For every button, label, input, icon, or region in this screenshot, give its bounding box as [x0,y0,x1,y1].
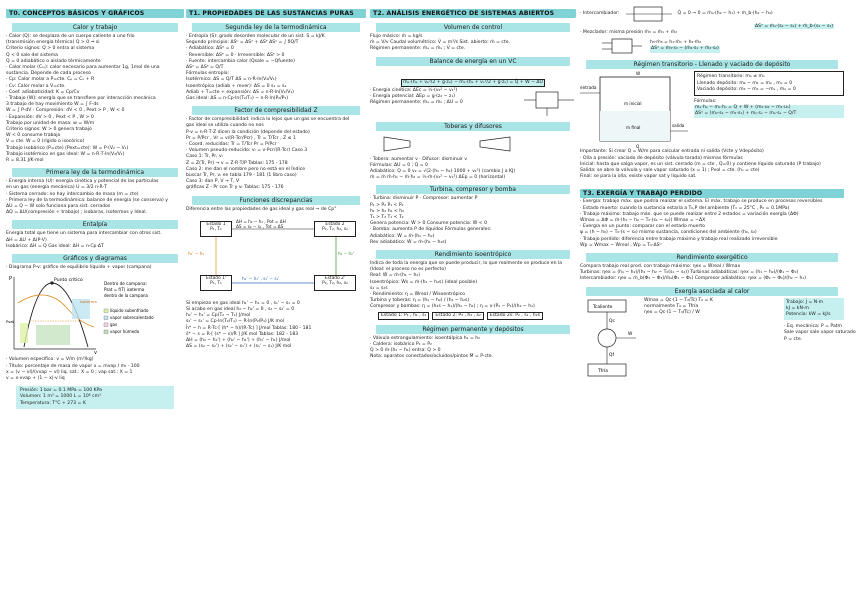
segunda-line: Isoentrópico (adiab + rever): ΔS = 0 s₁ = s₂ [186,83,287,89]
factor-line: Z = Z(Tr, Pr) → v = Z·R·T/P Tablas: 175 - 178 [186,160,288,166]
control-volume-sketch [522,88,576,118]
funciones-more-line: s̄* − s = R·[ (s* − s)/R ] J/K mol Tablas: 182 - 183 [186,331,299,337]
subsection-factor-z: Factor de compresibilidad Z [192,106,360,115]
rend-ex-lines [580,264,844,283]
discrep-bottom: h₂' − h₁' , s₂' − s₁' [242,275,280,281]
tank-q: Q [636,144,640,150]
subsection-turbina: Turbina, compresor y bomba [376,185,570,194]
legend-gas: gas [110,322,118,328]
valv-line: · Caldera: isobárico P₁ = P₂ [370,341,432,347]
calor-line: · Expansión: dV > 0 , Pext < P , W > 0 [6,114,94,120]
toberas-lines [370,157,576,182]
tank-mfinal: m final [626,125,641,131]
subsection-primera-ley: Primera ley de la termodinámica [12,168,178,177]
subsection-entalpia: Entalpía [12,220,178,229]
calor-line: (transmisión energía térmica) Q > 0 ⇒ si [6,40,100,46]
calor-box-line: Trabajo: J = N·m [786,299,824,305]
funciones-more-line: ΔH = (h₂ − h₂') + (h₂' − h₁') + (h₁' − h₁) J/mol [186,338,291,344]
subsection-rendimiento: Rendimiento isoentrópico [376,250,570,259]
tfria-label: Tfría [598,368,608,374]
calor-line: V = cte. W = 0 (rígido o isocórico) [6,139,85,145]
segunda-line: · Adiabático: ΔSᵉ = 0 [186,46,234,52]
subsection-regimen: Régimen permanente y depósitos [376,325,570,334]
section-title-t1: T1. PROPIEDADES DE LAS SUSTANCIAS PURAS [186,9,366,18]
entalpia-lines [6,231,184,250]
pv-diagram [6,273,184,355]
turbina-line: T₁ > T₂ T₁ < T₂ [370,215,404,221]
graficos-line: · Diagrama P-v: gráfico de equilibrio líquido + vapor (campana) [6,265,152,271]
discrep-left: h₁' − h₁ [188,250,204,256]
rend-state-box: Estado 2: P₂ , h₂ , s₂ [432,312,483,320]
exergia-line: Ẇmax = ΔΦ = ṁ·(h₁ − h₂ − T₀·(s₁ − s₂)) Ẇmax = −ΔX [580,218,706,224]
funciones-more-line: Si empiezo en gas ideal h₁' − h₁ = 0 , s₁' − s₁ = 0 [186,300,300,306]
calor-line: 3 trabajo de hay movimiento W = ∫ F·ds [6,102,99,108]
toberas-line: Fórmulas: ΔU = 0 ; Q = 0 [370,162,428,168]
calor-line: · Calor (Q): se desplaza de un cuerpo caliente a uno frío [6,34,135,39]
segunda-lines [186,34,366,102]
segunda-line: ΔSᵘ = ΔSᵉ = Q/T [186,65,224,71]
calor-line: · Trabajo (W): energía que se transfiere por interacción mecánica [6,96,156,102]
calor-line: Trabajo por unidad de masa: w = W/m [6,120,95,126]
heat-exchanger-sketch [624,4,674,24]
vol-lines [370,34,576,53]
trans-line: · Olla a presión: vaciado de depósito (válvula tarada) mismas fórmulas [580,155,743,161]
transitorio-box-line: Vaciado depósito: m₂ − m₁ = −mₛ , mₑ = 0 [697,86,796,92]
units-work-box [784,298,844,321]
calor-line: W = ∫ P·dV · Compresión: dV < 0 , Pext > P , W < 0 [6,108,125,114]
funciones-more-line: h̄* − h = R·Tc·[ (h* − h)/(R·Tc) ] J/mol Tablas: 180 - 181 [186,325,312,331]
valv-line: Q > 0 ṁ·(h₂ − h₁) entra: Q > 0 [370,348,441,354]
calor-line: sustancia. Depende de cada proceso [6,71,91,77]
turbina-line: Genera potencia: Ẇ > 0 Consume potencia: Ẇ < 0 [370,221,487,227]
column-exergy [580,0,856,600]
valv-line: · Válvula estrangulamiento: isoentálpica h₁ = h₂ [370,335,481,341]
nozzle-diffuser-sketch [370,133,576,153]
rend-state-boxes [370,311,576,321]
mezclador-eq: h₃·ṁ₃ = h₁·ṁ₁ + h₂·ṁ₂ [650,40,702,46]
units-box [16,386,174,409]
factor-lines [186,117,366,191]
calor-more-line: Sale vapor sale vapor saturado [784,330,856,336]
rend-line: Isoentrópico: Ẇs = ṁ·(h₁ − h₂s) (ideal posible) [370,279,478,285]
mezclador-eq2: ΔSᵘ = ṁ₃·s₃ − (ṁ₁·s₁ + ṁ₂·s₂) [651,46,719,52]
entalpia-line: ΔH = ΔU + Δ(P·V) [6,237,47,243]
calor-more-line: P = cte. [784,336,803,342]
intercambiador-label: · Intercambiador: [580,10,620,16]
column-basic-concepts [6,0,184,600]
calor-line: Trabajo isobárico (P=cte) (Pext=cte): W = P·(V₂ − V₁) [6,145,129,151]
valv-line: Nota: aparatos conectados/ocluidos/pintos Ṁ = P·cte. [370,354,494,360]
balance-line: · Energía potencial: ΔEp = g·(z₂ − z₁) [370,93,455,99]
primera-line: ΔQ = ΔU(compresión + trabajo) ; isobaras, isotermos y Ideal. [6,210,148,216]
primera-line: · Energía interna (U): energía cinética y potencial de las partículas [6,179,159,185]
rend-line: · Rendimiento: η = Ẇreal / Ẇisoentrópico [370,292,466,298]
turbina-line: Adiabático: Ẇ = ṁ·(h₁ − h₂) [370,233,435,239]
formulas-label: Fórmulas: [694,99,717,105]
primera-line: ΔU = Q − W solo funciona para sist. cerrados [6,204,111,210]
rend-ex-line: Compara trabajo real prod. con trabajo máximo: ηex = Ẇreal / Ẇmax [580,264,741,270]
subsection-toberas: Toberas y difusores [376,122,570,131]
formulas-eq1: mₑ·hₑ − mₛ·hₛ = Q + W + (m₂·u₂ − m₁·u₁) [694,105,844,111]
tank-diagram [580,71,690,149]
vol-line: Flujo másico: ṁ = kg/s [370,34,423,39]
balance-line: Régimen permanente: ṁₑ = ṁₛ ; ΔU = 0 [370,100,463,106]
segunda-line: Gas ideal: ΔS = n·Cp·ln(T₂/T₁) − n·R·ln(P₂/P₁) [186,96,289,102]
balance-line: · Energía cinética: ΔEc = ½·(v₂² − v₁²) [370,87,458,93]
tank-minicial: m inicial [624,101,642,107]
turbina-lines [370,196,576,246]
vol-line: ṁ = V/v Caudal volumétrico: V̇ = m³/s Sist. abierto: ṁ = cte. [370,40,510,46]
mezclador-label: · Mezclador: misma presión ṁ₃ = ṁ₁ + ṁ₂ [580,30,678,36]
tank-entrada: entrada [580,85,597,91]
turbina-line: h₁ > h₂ h₁ < h₂ [370,208,405,214]
rend-line: Compresor y bombas: η = (h₂s − h₁)/(h₂ − h₁) ; η = v·(P₂ − P₁)/(h₂ − h₁) [370,304,535,310]
segunda-line: · Fuente: intercambia calor (Qsale = −Qfuente) [186,58,295,64]
rend-line: Turbina y toberas: η = (h₁ − h₂) / (h₁ − h₂s) [370,298,470,304]
estado1b-box: Estado 1' P₁, T₁ [200,275,232,291]
entalpia-line: Energía total que tiene un sistema para intercambiar con otros sist. [6,231,162,237]
turbina-line: P₁ > P₂ P₁ < P₂ [370,202,404,208]
factor-line: Pr = P/Pcr , Vr = v/(R·Tcr/Pcr) , Tr = T/Tcr , Z ≤ 1 [186,135,296,141]
isoterma-label: isoterma [80,299,97,305]
calor-line: · Cv: Calor molar a V=cte. [6,83,66,89]
exergia-lines [580,199,844,249]
tank-salida: salida [672,123,685,129]
section-title-t3: T3. EXERGÍA Y TRABAJO PERDIDO [580,189,844,198]
section-title-t0: T0. CONCEPTOS BÁSICOS Y GRÁFICOS [6,9,184,18]
primera-line: · Primera ley de la termodinámica: balance de energía (se conserva) y [6,197,168,203]
factor-line: gas ideal se utiliza cuando no nos [186,123,264,129]
discrep-mid1: ΔH = h₂ − h₁ , Pot = ΔH [236,218,286,224]
funciones-more-line: s₂' − s₁' = Cp·ln(T₂/T₁) − R·ln(P₂/P₁) J/K mol [186,319,285,325]
primera-line: · Sistema cerrado: no hay intercambio de masa (m = cte) [6,191,139,197]
section-title-t2: T2. ANÁLISIS ENERGÉTICO DE SISTEMAS ABIERTOS [370,9,576,18]
trans-line: Final: se para la olla, existe vapor sat y líquido sat. [580,174,697,180]
legend-liquido: líquido subenfriado [110,308,149,314]
rend-state-box: Estado 1: P₁ , h₁ , s₁ [378,312,429,320]
transitorio-box-line: Régimen transitorio: mₑ ≠ mₛ [697,74,765,80]
calor-line: W < 0 consume trabajo [6,133,61,139]
heat-engine-sketch [580,298,640,378]
turbina-line: · Turbina: disminuir P · Compresor: aumentar P [370,196,478,202]
toberas-line: Adiabático: Q = 0 v₂ = √(2·(h₁ − h₂)·1000 + v₁²) (cambio J a KJ) [370,169,516,175]
subsection-calor-trabajo: Calor y trabajo [12,23,178,32]
rend-line: Real: Ẇ = ṁ·(h₁ − h₂) [370,273,421,279]
v-axis-label: v [94,350,97,357]
subsection-segunda-ley: Segunda ley de la termodinámica [192,23,360,32]
rend-lines [370,261,576,311]
turbina-line: Rev adiabático: Ẇ = ṁ·(h₁ − h₂s) [370,239,447,245]
exergia-line: · Estado muerto: cuando la sustancia estaría a T₀,P del ambiente (T₀ = 25°C , P₀ = 0.1MPa) [580,205,790,211]
factor-line: Caso 2: me dan el nombre pero no está en el Índice [186,166,306,172]
column-open-systems [370,0,576,600]
calor-line: Trabajo isotérmico en gas ideal: W = n·R·T·ln(V₂/V₁) [6,151,125,157]
graficos-lines [6,265,184,271]
valv-lines [370,336,576,361]
balance-equation: ṁₑ·(hₑ + vₑ²/2 + g·zₑ) − ṁₛ·(hₛ + vₛ²/2 + g·zₛ) = Q̇ + Ẇ − ΔÜ [403,79,543,85]
tank-w: W [636,71,641,77]
calor-line: Q = 0 adiabático o aislado térmicamente [6,58,101,64]
qf-label: Qf [609,352,615,358]
p-axis-label: P [9,276,13,283]
rend-line: (Ideal: el proceso no es perfecto) [370,267,446,273]
qc-label: Qc [609,318,615,324]
factor-line: Caso 3: dan P, V → T, V [186,179,240,185]
factor-line: · Volumen pseudo-reducido: vᵣ = v·Pcr/(R·Tcr) Caso 3 [186,148,308,154]
entalpia-line: Isobárico: ΔH = Q Gas ideal: ΔH = n·Cp·ΔT [6,243,104,249]
factor-line: · Coord. reducidas: Tr = T/Tcr Pr = P/Pcr [186,142,277,148]
exergia-line: ψ = (h − h₀) − T₀·(s − s₀) mismo sustancia, condiciones del ambiente (h₀, s₀) [580,230,757,236]
factor-line: · Factor de compresibilidad: indica lo lejos que un gas se encuentra del [186,117,350,123]
estado2b-box: Estado 2' P₂, T₂, h₂, s₂ [314,275,356,291]
funciones-more-line: h₂' − h₁' = Cp(T₂ − T₁) J/mol [186,313,251,319]
mixer-sketch [600,36,644,56]
exergia-line: · Trabajo perdido: diferencia entre trabajo máximo y trabajo real realizado irreversible [580,236,778,242]
segunda-line: · Entropía (S): grado desorden molecular de un sist. S = kJ/K [186,34,325,39]
balance-lines [370,88,522,118]
graficos-more-line: v = x·vvap + (1 − x)·v liq [6,375,65,381]
funciones-more-line: Si acabo en gas ideal h₂ − h₂' = 0 , s₂ − s₂' = 0 [186,307,295,313]
trans-lines [580,156,844,181]
calor-eq-lines [644,298,780,378]
calor-box-line: Potencia: kW = kJ/s [786,312,831,318]
transitorio-box-line: Llenado depósito: m₂ − m₁ = mₑ , mₛ = 0 [697,80,793,86]
rend-line: s₁ = s₂s [370,285,388,291]
factor-line: gráficas Z - Pr con Tr y vᵣ Tablas: 175 - 176 [186,185,284,191]
vol-line: Régimen permanente: ṁₑ = ṁₛ ; V̇ = cte. [370,46,466,52]
calor-line: R = 8.31 J/K·mol [6,158,44,164]
trans-line: Inicial: hasta que salga vapor, es un sist. cerrado (m = cte , Q=0) y contiene líquido saturado (P trabajo) [580,161,821,167]
intercambiador-eq2: ΔSᵘ = ṁₐ·(s₂ − s₁) + ṁ_b·(s₄ − s₃) [755,24,833,29]
subsection-graficos: Gráficos y diagramas [12,254,178,263]
rend-line: Indica de toda la energía que se puede producir, lo que realmente se produce en la [370,261,563,267]
graficos-more-line: · Volumen específico: v = V/m (m³/kg) [6,357,94,363]
column-pure-substances [186,0,366,600]
subsection-exergia-calor: Exergía asociada al calor [586,287,838,296]
calor-more-lines [784,324,856,343]
pv-diagram-svg [6,273,184,355]
rend-ex-line: Intercambiador: ηex = ṁ_b(Φ₄ − Φ₃)/ṁₐ(Φ₁ − Φ₂) Compresor adiabático: ηex = (Φ₂ − Φ₁)/(h₂ − h₁) [580,276,807,282]
factor-line: buscar Tr, Pr, vᵣ en tabla 179 - 181 (1 libro caso) [186,173,297,179]
toberas-line: ṁ = ṁ ṁ·h₁ − ṁ·h₂ = ½·ṁ·(v₂² − v₁²) ΔEp = 0 (horizontal) [370,175,506,181]
calor-eq-line: Ẇmax = Qc·(1 − T₀/Tc) T₀ = K [644,297,713,303]
calor-line: Criterio signos: W > 0 genera trabajo [6,127,92,133]
subsection-transitorio: Régimen transitorio - Llenado y vaciado de depósito [586,60,838,69]
discrepancy-diagram [186,215,366,299]
discrep-arrows [186,215,366,299]
discrep-mid2: ΔS = s₂ − s₁ , Tot = ΔS [236,224,284,230]
graficos-more-line: · Título: porcentaje de masa de vapor x = mvap / mₜ · 100 [6,363,140,369]
funciones-more-line: ΔS = (s₂ − s₂') + (s₂' − s₁') + (s₁' − s₁) J/K mol [186,344,292,350]
discrep-right: h₂ − h₂' [338,250,354,256]
subsection-funciones: Funciones discrepancias [192,196,360,205]
calor-line: · Cp: Calor molar a P=cte. Cₚ = Cᵥ + R [6,77,95,83]
w-label: W [628,331,633,337]
calor-eq-line: ηex = Qc·(1 − T₀/Tc) / W [644,310,700,316]
estado2-box: Estado 2 P₂, T₂, h₂, s₂ [314,221,356,237]
calor-box-line: kJ = kN·m [786,305,809,311]
punto-critico-label: Punto crítico [54,278,83,284]
factor-line: P·v = n·R·T·Z dicen la condición (depende del estado) [186,129,310,135]
factor-line: Caso 1: Tr, Pr, vᵣ [186,154,223,160]
units-line: Temperatura: T°C + 273 = K [20,400,86,406]
calor-eq-line: normalmente T₀ = Tfría [644,303,699,309]
calor-more-line: · Eq. mecánica: P = Patm [784,324,843,330]
importante-note: Importante: Si crear Q = W/m para calcular entrada ni salida (Vcte y Vdepósito) [580,149,764,155]
segunda-line: Fórmulas entropía: [186,71,230,77]
exergia-line: Ẇp = Ẇmax − Ẇreal , Ẇp = T₀·ΔSᵘ [580,242,662,248]
calor-line: Criterio signos: Q > 0 entra al sistema [6,46,95,52]
trans-line: Salida: se abre la válvula y sale vapor saturado (x = 1) ; Pvol = cte. (hₛ = cte) [580,168,760,174]
calor-line: · Calor molar (Cₘ): calor necesario para aumentar 1g, 1mol de una [6,65,160,71]
dentro-label: Dentro de campana: [104,281,147,287]
units-line: Volumen: 1 m³ = 1000 L = 10⁶ cm³ [20,394,101,400]
funciones-line: Diferencia entre las propiedades de gas ideal y gas real → de Cp° [186,206,337,212]
dentro3-label: dentro de la campana [104,293,149,299]
graficos-more-line: x = (v − vl)/(vvap − vl) liq. sat.: X = 0 ; vap sat.: X = 1 [6,369,133,375]
primera-line: en un gas (energía mecánica) U = 3/2 n·R·T [6,185,107,191]
calor-line: · Coef. adiabaticidad: K = Cp/Cv [6,89,80,95]
funciones-more-lines [186,301,366,351]
rend-ex-line: Turbinas: ηex = (h₁ − h₂)/(h₁ − h₂ − T₀(s₁ − s₂)) Turbinas adiabáticas: ηex = (h₁ − h₂)/(Φ₁ − Φ₂) [580,270,799,276]
intercambiador-eq: Q̇ = 0 → 0 = ṁₐ·(h₂ − h₁) + ṁ_b·(h₄ − h₃) [677,10,773,16]
graficos-more-lines [6,357,184,382]
dentro2-label: Psat = f(T) isoterma [104,287,145,293]
exergia-line: · Exergía: trabajo máx. que podría realizar el sistema. El máx. trabajo se produce en procesos reversibles [580,199,823,205]
estado1-box: Estado 1 P₁, T₁ [200,221,232,237]
psat-label: Psat [6,319,15,325]
subsection-rend-exergetico: Rendimiento exergético [586,253,838,262]
primera-lines [6,179,184,216]
units-line: Presión: 1 bar = 0.1 MPa = 100 KPa [20,388,102,394]
transitorio-box [694,71,844,96]
segunda-line: Segundo principio: ΔSᵘ = ΔSˢ + ΔSᵉ ΔSᵘ = ∫ δQ/T [186,40,299,46]
exergia-line: · Trabajo máximo: trabajo máx. que se puede realizar entre 2 estados = variación exergía (ΔΦ) [580,211,799,217]
toberas-line: · Tobera: aumentar v · Difusor: disminuir v [370,156,468,162]
turbina-line: · Bomba: aumenta P de líquidos Fórmulas generales: [370,227,492,233]
segunda-line: · Reversible: ΔSᵉ = 0 · Irreversible: ΔSᵉ > 0 [186,52,285,58]
formulas-eq2: ΔSᵘ = (m₂·s₂ − m₁·s₁) + mₛ·sₛ − mₑ·sₑ − Q/T [694,111,844,117]
rend-state-box: Estado 2s: P₂ , s₁ , h₂s [487,312,543,320]
subsection-balance: Balance de energía en un VC [376,57,570,66]
segunda-line: Isotérmico: ΔS = Q/T ΔS = n·R·ln(V₂/V₁) [186,77,277,83]
calor-lines [6,34,184,164]
segunda-line: Adiab + T=cte + expansión: ΔS = n·R·ln(V₂/V₁) [186,89,294,95]
legend-vapor-humedo: vapor húmedo [110,329,140,335]
subsection-volumen-control: Volumen de control [376,23,570,32]
legend-vapor-sobre: vapor sobrecalentado [110,315,154,321]
funciones-lines [186,207,366,213]
exergia-line: · Exergía en un punto: comparar con el estado muerto [580,224,705,230]
calor-line: Q < 0 sale del sistema [6,52,58,58]
tcaliente-label: Tcaliente [593,304,613,310]
